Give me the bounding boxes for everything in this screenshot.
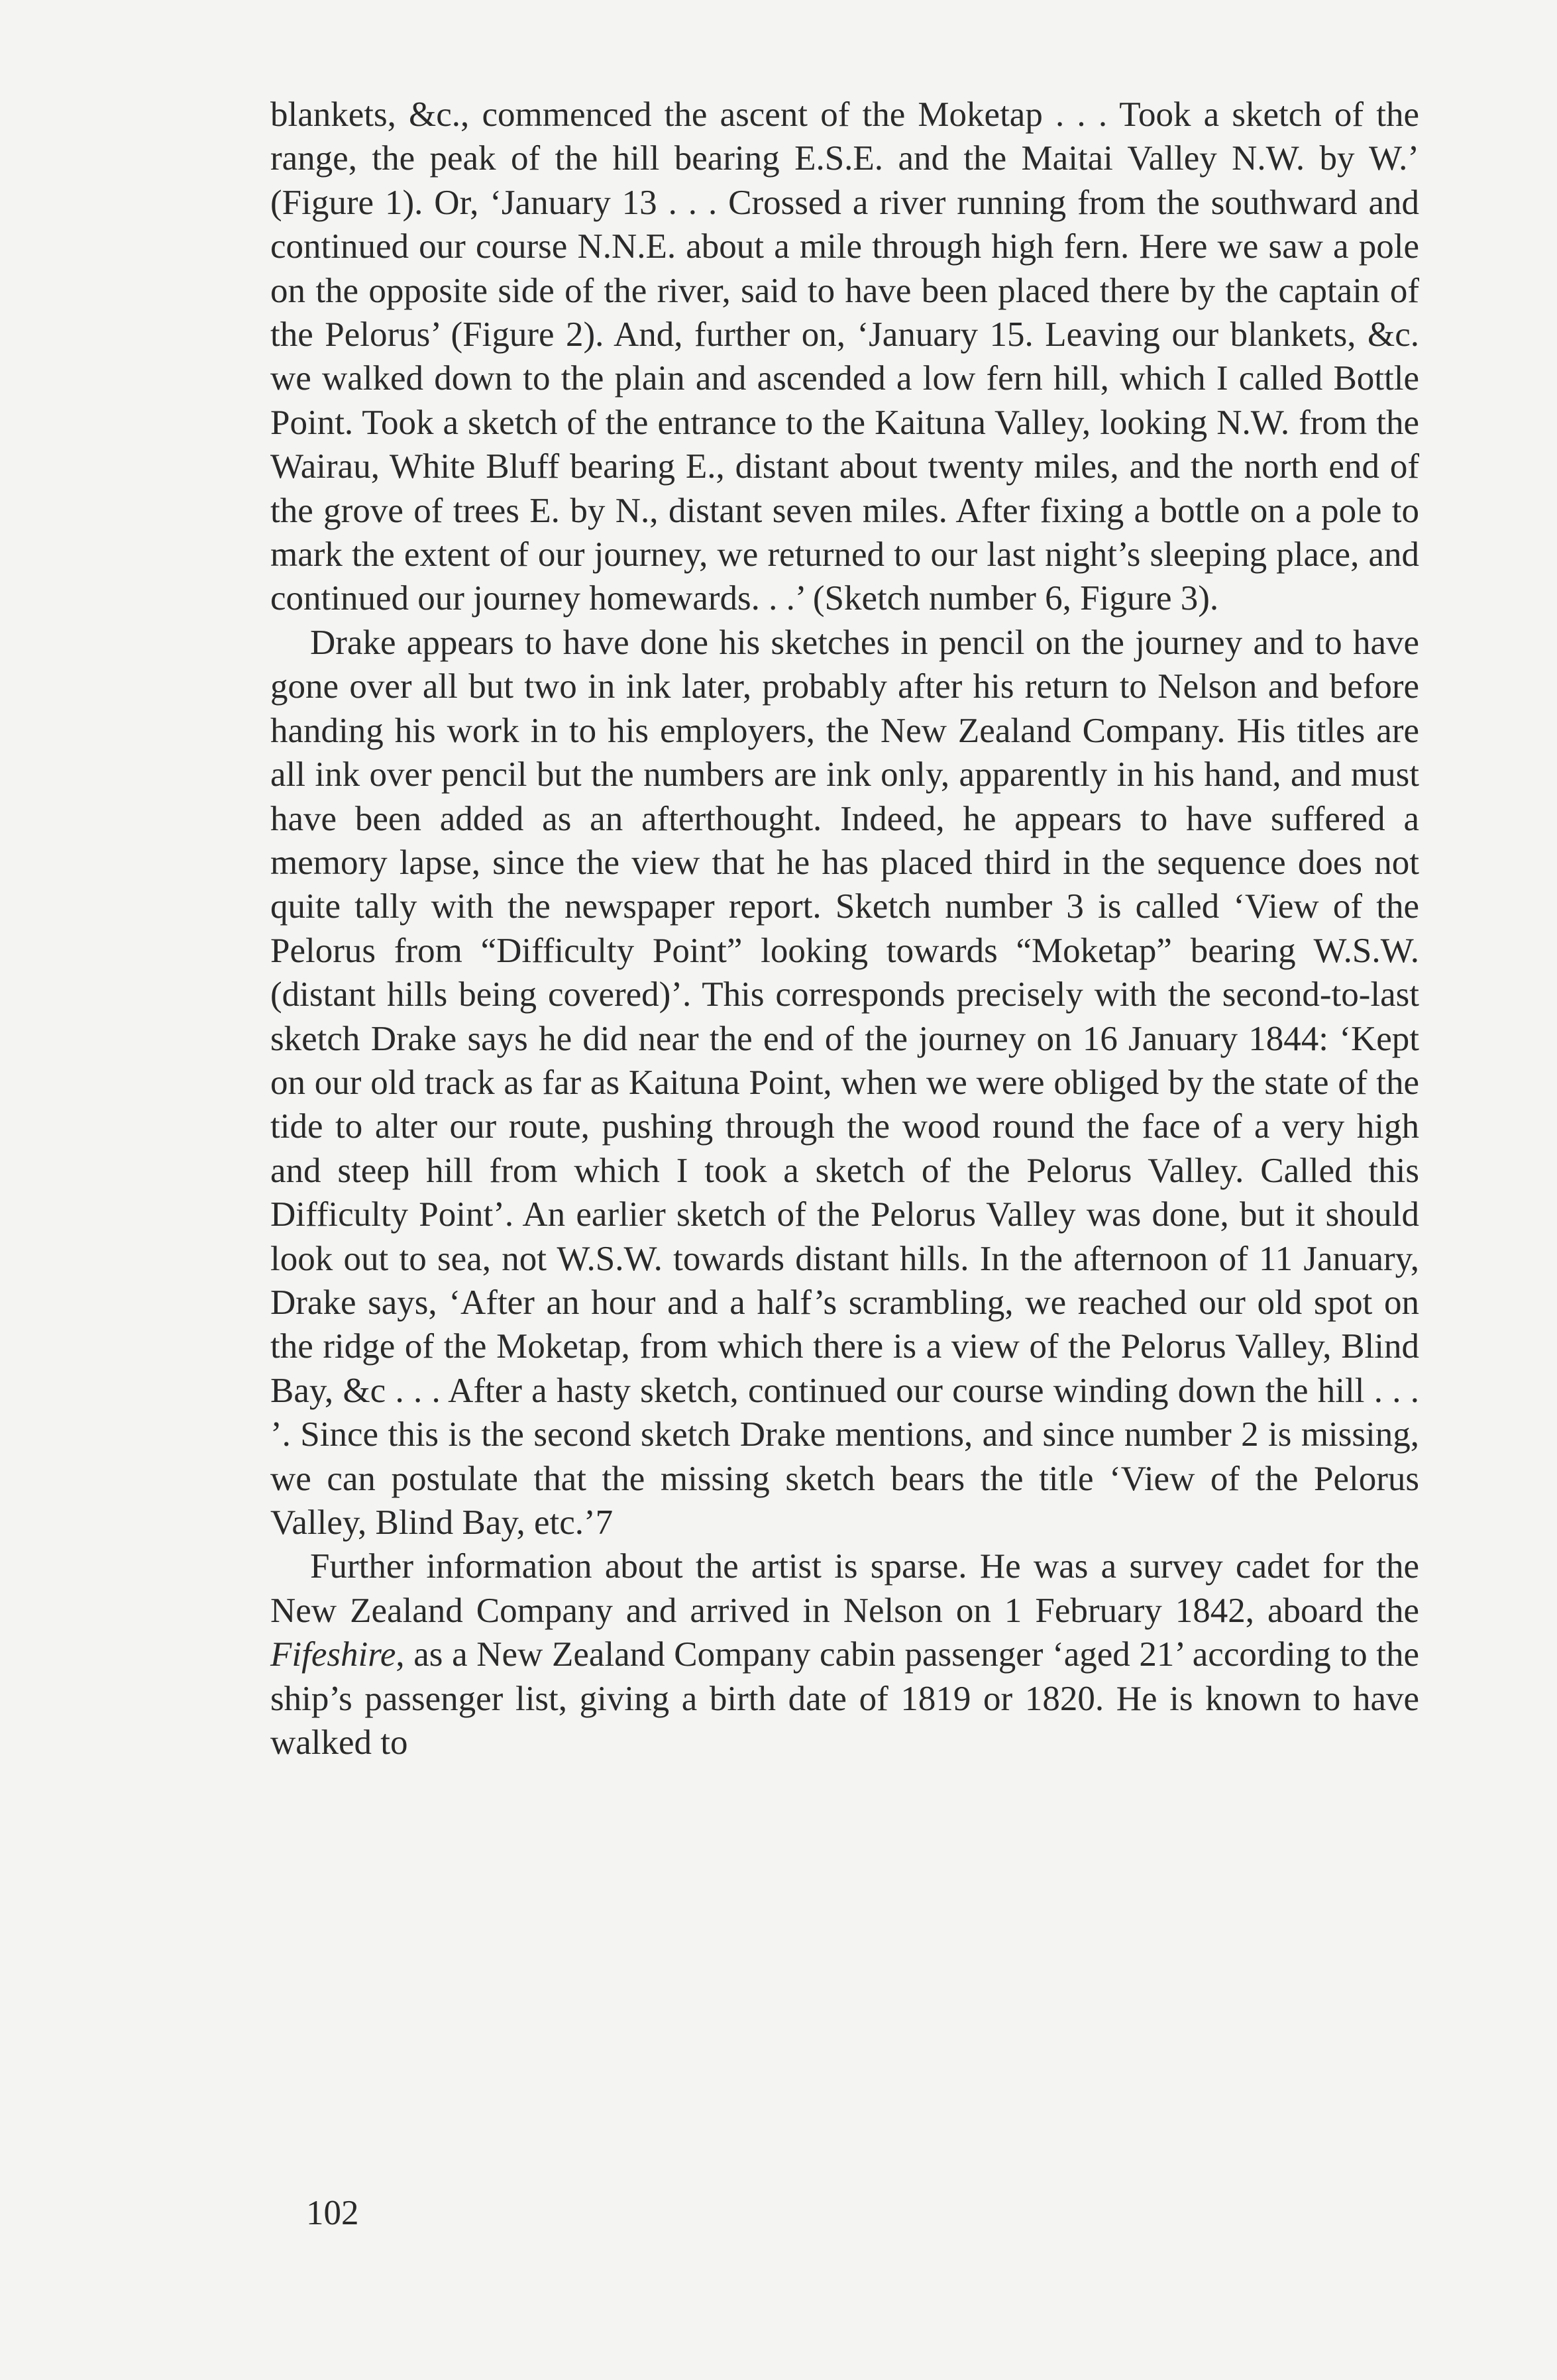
body-text	[270, 93, 1419, 1764]
paragraph-artist-info	[270, 1544, 1419, 1764]
paragraph-artist-info-start: Further information about the artist is sparse. He was a survey cadet for the New Zealand Company and arrived in Nelson on 1 February 1842, aboard the	[270, 1547, 1419, 1630]
page-number: 102	[306, 2194, 359, 2232]
paragraph-drake-sketches: Drake appears to have done his sketches in pencil on the journey and to have gone over all but two in ink later, probably after his return to Nelson and before handing his work in to his employers, the New Zealand Company. His titles are all ink over pencil but the numbers are ink only, apparently in his hand, and must have been added as an afterthought. Indeed, he appears to have suffered a memory lapse, since the view that he has placed third in the sequence does not quite tally with the newspaper report. Sketch number 3 is called ‘View of the Pelorus from “Difficulty Point” looking towards “Moketap” bearing W.S.W. (distant hills being covered)’. This corresponds precisely with the second-to-last sketch Drake says he did near the end of the journey on 16 January 1844: ‘Kept on our old track as far as Kaituna Point, when we were obliged by the state of the tide to alter our route, pushing through the wood round the face of a very high and steep hill from which I took a sketch of the Pelorus Valley. Called this Difficulty Point’. An earlier sketch of the Pelorus Valley was done, but it should look out to sea, not W.S.W. towards distant hills. In the afternoon of 11 January, Drake says, ‘After an hour and a half’s scrambling, we reached our old spot on the ridge of the Moketap, from which there is a view of the Pelorus Valley, Blind Bay, &c . . . After a hasty sketch, continued our course winding down the hill . . . ’. Since this is the second sketch Drake mentions, and since number 2 is missing, we can postulate that the missing sketch bears the title ‘View of the Pelorus Valley, Blind Bay, etc.’7	[270, 623, 1419, 1542]
paragraph-continued: blankets, &c., commenced the ascent of the Moketap . . . Took a sketch of the range, the peak of the hill bearing E.S.E. and the Maitai Valley N.W. by W.’ (Figure 1). Or, ‘January 13 . . . Crossed a river running from the southward and continued our course N.N.E. about a mile through high fern. Here we saw a pole on the opposite side of the river, said to have been placed there by the captain of the Pelorus’ (Figure 2). And, further on, ‘January 15. Leaving our blankets, &c. we walked down to the plain and ascended a low fern hill, which I called Bottle Point. Took a sketch of the entrance to the Kaituna Valley, looking N.W. from the Wairau, White Bluff bearing E., distant about twenty miles, and the north end of the grove of trees E. by N., distant seven miles. After fixing a bottle on a pole to mark the extent of our journey, we returned to our last night’s sleeping place, and continued our journey homewards. . .’ (Sketch number 6, Figure 3).	[270, 95, 1419, 618]
paragraph-artist-info-end: , as a New Zealand Company cabin passenger ‘aged 21’ according to the ship’s passenger list, giving a birth date of 1819 or 1820. He is known to have walked to	[270, 1635, 1419, 1762]
ship-name: Fifeshire	[270, 1635, 396, 1674]
